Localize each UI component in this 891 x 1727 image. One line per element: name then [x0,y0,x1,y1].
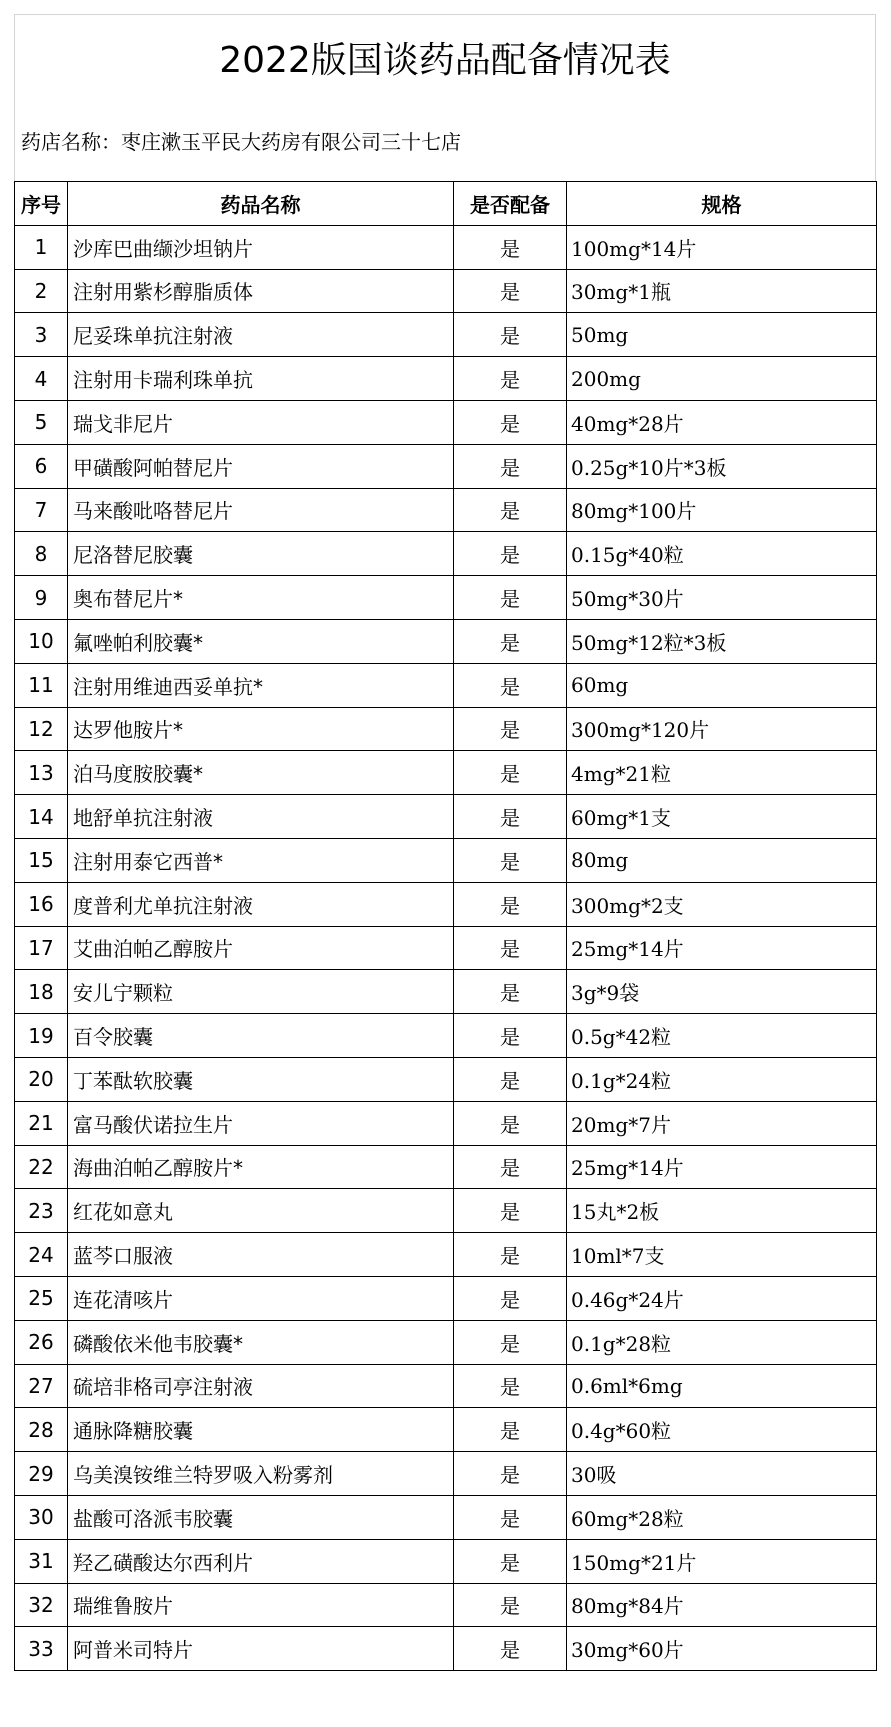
cell-spec: 50mg*30片 [567,576,877,620]
cell-stocked: 是 [454,1233,567,1277]
cell-name: 尼妥珠单抗注射液 [68,313,454,357]
header-spec: 规格 [567,182,877,226]
table-row [15,1452,877,1496]
table-row [15,1276,877,1320]
table-row [15,269,877,313]
cell-no: 27 [15,1364,68,1408]
cell-no: 29 [15,1452,68,1496]
table-row [15,926,877,970]
cell-spec: 15丸*2板 [567,1189,877,1233]
cell-name: 盐酸可洛派韦胶囊 [68,1495,454,1539]
cell-name: 瑞戈非尼片 [68,400,454,444]
cell-no: 6 [15,444,68,488]
medicine-table [14,181,877,1671]
cell-name: 注射用紫杉醇脂质体 [68,269,454,313]
store-info [14,99,876,181]
table-row [15,1233,877,1277]
cell-spec: 30mg*60片 [567,1627,877,1671]
cell-spec: 20mg*7片 [567,1101,877,1145]
cell-name: 注射用泰它西普* [68,838,454,882]
cell-spec: 0.15g*40粒 [567,532,877,576]
cell-no: 7 [15,488,68,532]
cell-spec: 50mg [567,313,877,357]
cell-no: 8 [15,532,68,576]
table-row [15,707,877,751]
cell-no: 21 [15,1101,68,1145]
cell-stocked: 是 [454,357,567,401]
cell-spec: 0.6ml*6mg [567,1364,877,1408]
cell-no: 11 [15,663,68,707]
table-row [15,1539,877,1583]
table-row [15,225,877,269]
table-row [15,882,877,926]
cell-no: 22 [15,1145,68,1189]
cell-name: 地舒单抗注射液 [68,795,454,839]
cell-spec: 100mg*14片 [567,225,877,269]
cell-spec: 0.1g*28粒 [567,1320,877,1364]
cell-no: 13 [15,751,68,795]
table-row [15,1057,877,1101]
cell-no: 9 [15,576,68,620]
table-row [15,532,877,576]
table-row [15,576,877,620]
cell-no: 16 [15,882,68,926]
store-label: 药店名称： [21,129,121,154]
cell-no: 32 [15,1583,68,1627]
table-row [15,313,877,357]
cell-spec: 25mg*14片 [567,1145,877,1189]
cell-name: 注射用维迪西妥单抗* [68,663,454,707]
table-row [15,795,877,839]
cell-spec: 3g*9袋 [567,970,877,1014]
header-stocked: 是否配备 [454,182,567,226]
store-name: 枣庄漱玉平民大药房有限公司三十七店 [121,129,461,154]
cell-no: 20 [15,1057,68,1101]
header-name: 药品名称 [68,182,454,226]
cell-name: 磷酸依米他韦胶囊* [68,1320,454,1364]
cell-name: 海曲泊帕乙醇胺片* [68,1145,454,1189]
cell-spec: 60mg*1支 [567,795,877,839]
cell-name: 尼洛替尼胶囊 [68,532,454,576]
cell-name: 氟唑帕利胶囊* [68,619,454,663]
cell-spec: 0.1g*24粒 [567,1057,877,1101]
cell-stocked: 是 [454,1495,567,1539]
cell-stocked: 是 [454,1276,567,1320]
cell-no: 4 [15,357,68,401]
cell-spec: 60mg [567,663,877,707]
cell-spec: 300mg*2支 [567,882,877,926]
cell-stocked: 是 [454,751,567,795]
cell-no: 14 [15,795,68,839]
header-no: 序号 [15,182,68,226]
table-row [15,838,877,882]
table-row [15,444,877,488]
cell-name: 蓝芩口服液 [68,1233,454,1277]
table-row [15,1364,877,1408]
cell-stocked: 是 [454,400,567,444]
cell-name: 注射用卡瑞利珠单抗 [68,357,454,401]
table-row [15,1627,877,1671]
cell-spec: 0.46g*24片 [567,1276,877,1320]
table-row [15,1189,877,1233]
cell-spec: 40mg*28片 [567,400,877,444]
cell-spec: 80mg*100片 [567,488,877,532]
cell-spec: 80mg*84片 [567,1583,877,1627]
cell-stocked: 是 [454,1364,567,1408]
table-row [15,1145,877,1189]
cell-stocked: 是 [454,926,567,970]
cell-stocked: 是 [454,707,567,751]
table-row [15,1014,877,1058]
cell-name: 甲磺酸阿帕替尼片 [68,444,454,488]
cell-no: 33 [15,1627,68,1671]
cell-name: 艾曲泊帕乙醇胺片 [68,926,454,970]
cell-stocked: 是 [454,576,567,620]
cell-name: 马来酸吡咯替尼片 [68,488,454,532]
cell-stocked: 是 [454,1408,567,1452]
cell-no: 26 [15,1320,68,1364]
table-row [15,751,877,795]
cell-spec: 0.4g*60粒 [567,1408,877,1452]
cell-no: 1 [15,225,68,269]
cell-stocked: 是 [454,444,567,488]
cell-stocked: 是 [454,269,567,313]
cell-name: 阿普米司特片 [68,1627,454,1671]
cell-stocked: 是 [454,1014,567,1058]
cell-stocked: 是 [454,1057,567,1101]
cell-name: 通脉降糖胶囊 [68,1408,454,1452]
cell-name: 沙库巴曲缬沙坦钠片 [68,225,454,269]
cell-stocked: 是 [454,1101,567,1145]
cell-spec: 25mg*14片 [567,926,877,970]
table-row [15,488,877,532]
table-row [15,1408,877,1452]
cell-stocked: 是 [454,1189,567,1233]
table-row [15,1101,877,1145]
cell-stocked: 是 [454,1539,567,1583]
cell-name: 乌美溴铵维兰特罗吸入粉雾剂 [68,1452,454,1496]
cell-spec: 4mg*21粒 [567,751,877,795]
cell-no: 19 [15,1014,68,1058]
cell-name: 百令胶囊 [68,1014,454,1058]
cell-name: 泊马度胺胶囊* [68,751,454,795]
cell-no: 15 [15,838,68,882]
cell-stocked: 是 [454,1627,567,1671]
table-row [15,1583,877,1627]
cell-name: 度普利尤单抗注射液 [68,882,454,926]
cell-name: 奥布替尼片* [68,576,454,620]
table-row [15,1320,877,1364]
cell-no: 31 [15,1539,68,1583]
cell-name: 羟乙磺酸达尔西利片 [68,1539,454,1583]
cell-stocked: 是 [454,225,567,269]
cell-spec: 30吸 [567,1452,877,1496]
cell-stocked: 是 [454,970,567,1014]
cell-spec: 200mg [567,357,877,401]
table-row [15,663,877,707]
cell-name: 连花清咳片 [68,1276,454,1320]
cell-no: 23 [15,1189,68,1233]
cell-spec: 30mg*1瓶 [567,269,877,313]
cell-name: 达罗他胺片* [68,707,454,751]
cell-stocked: 是 [454,838,567,882]
cell-spec: 0.25g*10片*3板 [567,444,877,488]
cell-no: 5 [15,400,68,444]
cell-no: 10 [15,619,68,663]
table-row [15,619,877,663]
table-header-row [15,182,877,226]
cell-no: 3 [15,313,68,357]
table-body [15,225,877,1670]
table-row [15,357,877,401]
cell-name: 安儿宁颗粒 [68,970,454,1014]
cell-spec: 300mg*120片 [567,707,877,751]
cell-no: 2 [15,269,68,313]
cell-name: 红花如意丸 [68,1189,454,1233]
cell-stocked: 是 [454,1320,567,1364]
cell-stocked: 是 [454,619,567,663]
cell-stocked: 是 [454,795,567,839]
document-frame [14,14,876,1671]
cell-no: 25 [15,1276,68,1320]
cell-stocked: 是 [454,663,567,707]
cell-no: 30 [15,1495,68,1539]
cell-name: 丁苯酞软胶囊 [68,1057,454,1101]
cell-stocked: 是 [454,882,567,926]
cell-stocked: 是 [454,1145,567,1189]
cell-name: 富马酸伏诺拉生片 [68,1101,454,1145]
cell-no: 24 [15,1233,68,1277]
cell-no: 12 [15,707,68,751]
cell-stocked: 是 [454,1583,567,1627]
cell-stocked: 是 [454,313,567,357]
cell-spec: 10ml*7支 [567,1233,877,1277]
cell-stocked: 是 [454,488,567,532]
table-row [15,1495,877,1539]
table-row [15,970,877,1014]
cell-no: 17 [15,926,68,970]
cell-spec: 60mg*28粒 [567,1495,877,1539]
cell-spec: 80mg [567,838,877,882]
cell-spec: 0.5g*42粒 [567,1014,877,1058]
cell-spec: 50mg*12粒*3板 [567,619,877,663]
page-title: 2022版国谈药品配备情况表 [14,14,876,99]
cell-no: 28 [15,1408,68,1452]
cell-name: 硫培非格司亭注射液 [68,1364,454,1408]
table-row [15,400,877,444]
cell-stocked: 是 [454,532,567,576]
cell-stocked: 是 [454,1452,567,1496]
cell-spec: 150mg*21片 [567,1539,877,1583]
cell-name: 瑞维鲁胺片 [68,1583,454,1627]
cell-no: 18 [15,970,68,1014]
